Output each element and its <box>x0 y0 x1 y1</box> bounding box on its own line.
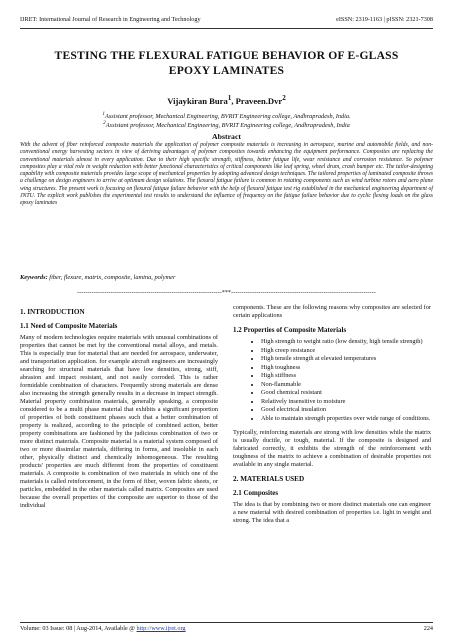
section-heading-introduction: 1. INTRODUCTION <box>20 308 85 316</box>
list-item: • Good chemical resistant <box>261 389 431 397</box>
affiliation-2 <box>0 120 453 129</box>
list-item: • High toughness <box>261 364 431 372</box>
affiliation-2-text: Assistant professor, Mechanical Engineering, BVRIT Engineering college, Andhrapradesh, India <box>105 122 350 130</box>
list-item: • High tensile strength at elevated temperatures <box>261 355 431 363</box>
header-rule <box>20 28 433 29</box>
properties-list <box>233 338 431 423</box>
affiliation-2-sup: 2 <box>103 120 106 126</box>
intro-paragraph: Many of modern technologies require materials with unusual combinations of properties that cannot be met by the conventional metal alloys, and metals. This is especially true for material that are needed for aerospace, underwater, and transportation application. for example aircraft engineers are increasingly searching for structural materials that have low densities, strong, stiff, abrasion and impact resistant, and not easily corroded. This is rather formidable combination of characters. Frequently strong materials are dense also increasing the strength generally results in a decrease in impact strength. Material property combination materials, generally speaking, a composite considered to be a multi phase material that exhibits a significant proportion of properties of both constituent phases such that a better combination of property is realized, according to the principle of combined action, better property combinations are fashioned by the judicious combination of two or more distinct materials. Composite material is a material system composed of two or more dissimilar materials, differing in forms, and insoluble in each other, physically distinct and chemically inhomogeneous. The resulting products' properties are much different from the properties of constituent materials. A composite is combination of two materials in which one of the materials is called reinforcement, in the form of fiber, woven fabric sheets, or particles, embedded in the other materials called matrix. Composites are used because the overall properties of the composite are superior to those of the individual <box>20 334 218 509</box>
volume-info <box>20 625 186 632</box>
running-footer <box>20 625 433 632</box>
journal-link[interactable]: http://www.ijret.org <box>136 625 186 632</box>
left-column <box>20 304 218 516</box>
keywords-label: Keywords: <box>20 274 48 281</box>
reinforcing-paragraph: Typically, reinforcing materials are strong with low densities while the matrix is usually ductile, or tough, material. If the composite is designed and fabricated correctly, it exhibits the strength of the reinforcement with toughness of the matrix to achieve a combination of desirable properties not available in any single material. <box>233 428 431 468</box>
list-item: • Relatively insensitive to moisture <box>261 398 431 406</box>
section-separator: ---------------------------------------------------------------------***--------------------------------------------------------------------- <box>77 290 376 296</box>
title-line-2: EPOXY LAMINATES <box>168 64 285 77</box>
abstract-heading: Abstract <box>211 132 241 141</box>
affiliation-1-sup: 1 <box>102 111 105 117</box>
subsection-heading-need: 1.1 Need of Composite Materials <box>20 322 118 330</box>
section-heading-materials: 2. MATERIALS USED <box>233 474 305 483</box>
affiliation-1-text: Assistant professor, Mechanical Engineering, BVRIT Engineering college, Andhrapradesh, India. <box>105 113 351 121</box>
footer-rule <box>20 622 433 623</box>
author-1-sup: 1 <box>227 94 232 102</box>
author-separator: , <box>231 95 236 106</box>
paper-title <box>20 48 433 78</box>
title-line-1: TESTING THE FLEXURAL FATIGUE BEHAVIOR OF E-GLASS <box>54 49 399 62</box>
volume-text: Volume: 03 Issue: 08 | Aug-2014, Available @ <box>20 625 137 632</box>
authors <box>0 94 453 106</box>
subsection-heading-composites: 2.1 Composites <box>233 488 279 497</box>
issn: eISSN: 2319-1163 | pISSN: 2321-7308 <box>336 15 433 23</box>
keywords-text: fiber, flexure, matrix, composite, lamina, polymer <box>47 274 176 281</box>
list-item: • Good electrical insulation <box>261 406 431 414</box>
list-item: • High strength to weight ratio (low density, high tensile strength) <box>261 338 431 346</box>
running-header <box>20 12 433 26</box>
list-item: • High creep resistance <box>261 347 431 355</box>
affiliation-1 <box>0 111 453 120</box>
author-2: Praveen.Dvr <box>235 95 283 106</box>
author-1: Vijaykiran Bura <box>167 95 228 106</box>
list-item: • Able to maintain strength properties over wide range of conditions. <box>261 415 431 423</box>
keywords <box>20 274 433 281</box>
composites-paragraph: The idea is that by combining two or more distinct materials one can engineer a new material with desired combination of properties i.e. light in weight and strong. The idea that a <box>233 500 431 524</box>
author-2-sup: 2 <box>282 94 286 102</box>
abstract-text: With the advent of fiber reinforced composite materials the application of polymer composite materials is increasing in aerospace, marine and automobile fields, and non-conventional energy harvesting sectors in view of deriving advantages of polymer composites towards enhancing the equipment performance. Composites are replacing the conventional materials almost in every application. Due to their high specific strength, stiffness, better fatigue life, wear resistance and corrosion resistance. So polymer composites play a vital role in weight reduction with better functional characteristics of critical components like leaf spring, wheel drum, crash bumper etc. The tailor-designing capability with composite materials provides large scope of mechanical properties by adopting advanced design techniques. The tailored properties of laminated composite throws a challenge on design engineers to arrive at optimum design solutions. The flexural fatigue failure is common in rotating components such as wind turbine rotors and aero plane wing structures. The present work is focusing on flexural fatigue failure behavior with the help of flexural fatigue test rig established in the mechanical engineering department of JNTU. The explicit work publishes the experimental test results to understand the influence of frequency on the fatigue failure behavior due to cyclic flexing loads on the glass epoxy laminates <box>20 142 433 207</box>
list-item: • Non-flammable <box>261 381 431 389</box>
page-number: 224 <box>423 625 433 632</box>
list-item: • High stiffness <box>261 372 431 380</box>
subsection-heading-properties: 1.2 Properties of Composite Materials <box>233 326 347 334</box>
right-column <box>233 304 431 531</box>
intro-paragraph-continued: components. These are the following reasons why composites are selected for certain applications <box>233 304 431 319</box>
journal-name: IJRET: International Journal of Research in Engineering and Technology <box>20 15 201 23</box>
